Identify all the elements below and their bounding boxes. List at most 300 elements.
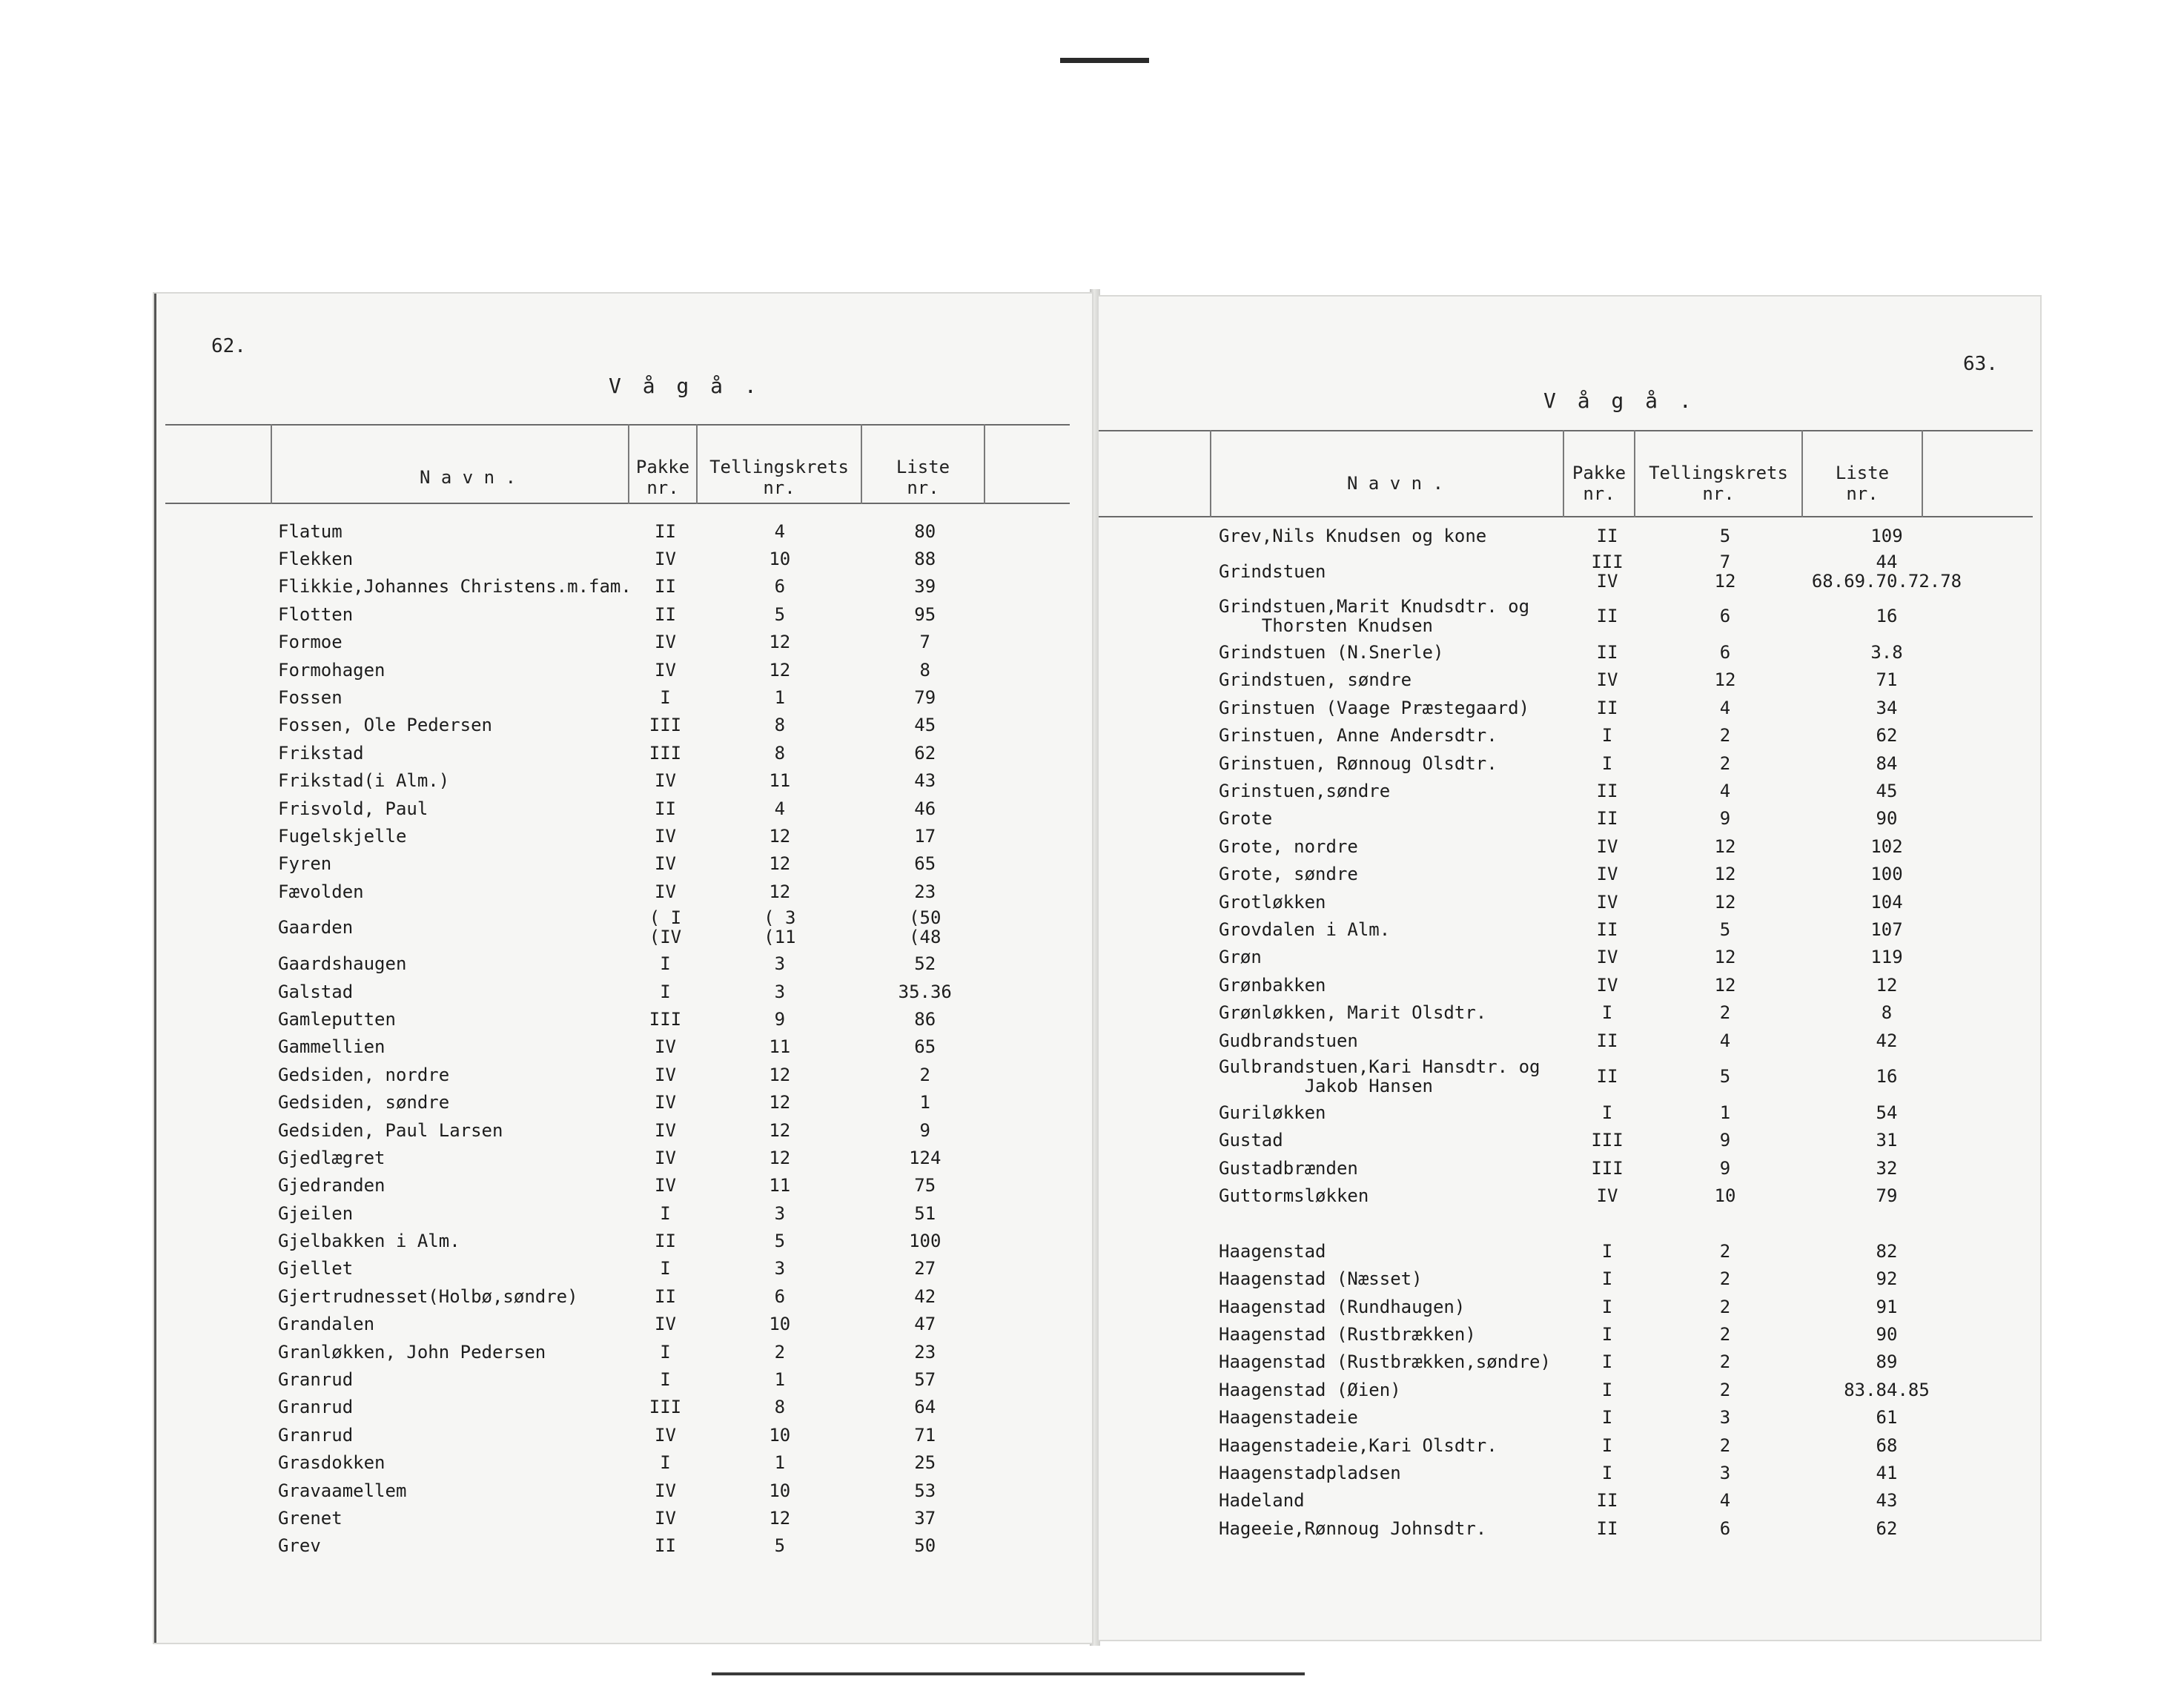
entry-name: Grenet: [278, 1507, 342, 1529]
table-row: [1219, 999, 1968, 1026]
entry-name: Grinstuen, Anne Andersdtr.: [1219, 725, 1498, 747]
entry-pakke: II: [1596, 1517, 1618, 1539]
entry-tellingskrets: 5: [1719, 1066, 1731, 1088]
entry-tellingskrets: 12: [1714, 891, 1736, 913]
entry-tellingskrets: 12: [769, 825, 791, 847]
entry-pakke: I: [1601, 752, 1613, 774]
entry-liste: 45: [1876, 781, 1898, 802]
entry-liste: 34: [1876, 697, 1898, 718]
entry-pakke: I: [1601, 725, 1613, 747]
entry-name: Grindstuen, søndre: [1219, 669, 1412, 691]
entry-pakke: II: [655, 520, 676, 542]
entry-liste: 32: [1876, 1157, 1898, 1179]
entry-tellingskrets: 2: [1719, 1268, 1731, 1290]
entry-tellingskrets: 2: [1719, 725, 1731, 747]
entry-pakke: II: [1596, 642, 1618, 663]
entry-liste: 88: [914, 549, 936, 570]
entry-name: Flekken: [278, 549, 354, 570]
entry-liste: 82: [1876, 1240, 1898, 1262]
entry-liste: 65: [914, 853, 936, 875]
entry-name: Formoe: [278, 632, 342, 653]
entry-pakke: I: [1601, 1324, 1613, 1345]
entry-pakke: II: [655, 1231, 676, 1252]
entry-liste: 124: [909, 1147, 941, 1168]
table-row: [1219, 549, 1968, 594]
entry-pakke: IV: [1596, 864, 1618, 885]
table-row: [1219, 1210, 1968, 1237]
header-tellingskrets: Tellingskrets nr.: [1649, 463, 1788, 504]
table-row: [278, 978, 990, 1005]
table-row: [278, 600, 990, 628]
entry-name: Gammellien: [278, 1036, 385, 1058]
entry-tellingskrets: 5: [774, 1231, 786, 1252]
table-row: [278, 1227, 990, 1254]
entry-name: Guttormsløkken: [1219, 1185, 1369, 1207]
column-divider: [984, 424, 985, 504]
entry-name: Fossen, Ole Pedersen: [278, 715, 492, 736]
entry-name: Haagenstadpladsen: [1219, 1463, 1401, 1484]
entry-tellingskrets: 4: [1719, 781, 1731, 802]
entry-pakke: I: [1601, 1463, 1613, 1484]
entry-pakke: I: [1601, 1102, 1613, 1123]
entry-liste: 1: [919, 1092, 930, 1113]
entry-tellingskrets: 12: [1714, 835, 1736, 857]
entry-name: Grandalen: [278, 1314, 375, 1335]
entry-pakke: IV: [1596, 669, 1618, 691]
table-row: [1219, 694, 1968, 721]
entry-tellingskrets: 10: [769, 549, 791, 570]
entry-name: Gjelbakken i Alm.: [278, 1231, 460, 1252]
table-row: [278, 1199, 990, 1227]
entry-pakke: ( I (IV: [649, 907, 682, 948]
entry-name: Grinstuen,søndre: [1219, 781, 1391, 802]
entry-pakke: IV: [655, 881, 676, 902]
entry-name: Hadeland: [1219, 1490, 1305, 1512]
entry-name: Granrud: [278, 1424, 354, 1446]
table-row: [1219, 1154, 1968, 1182]
entry-pakke: IV: [655, 1036, 676, 1058]
entry-name: Grev: [278, 1535, 321, 1557]
table-row: [278, 1449, 990, 1477]
entry-liste: 12: [1876, 974, 1898, 996]
entry-tellingskrets: 6: [1719, 606, 1731, 627]
column-divider: [1922, 430, 1923, 517]
entry-tellingskrets: 12: [1714, 669, 1736, 691]
entry-tellingskrets: 5: [774, 603, 786, 625]
entry-name: Gjeilen: [278, 1202, 354, 1224]
table-row: [1219, 749, 1968, 777]
table-row: [1219, 971, 1968, 999]
entry-liste: 80: [914, 520, 936, 542]
entry-pakke: I: [660, 1369, 671, 1391]
entry-tellingskrets: 2: [1719, 1240, 1731, 1262]
entry-pakke: II: [655, 1535, 676, 1557]
entry-tellingskrets: 4: [774, 520, 786, 542]
entry-tellingskrets: 12: [769, 881, 791, 902]
entry-name: Grasdokken: [278, 1452, 385, 1474]
entry-name: Gedsiden, søndre: [278, 1092, 450, 1113]
entry-pakke: IV: [655, 659, 676, 681]
page-title: V å g å .: [609, 374, 761, 398]
entry-name: Flatum: [278, 520, 342, 542]
entry-tellingskrets: 4: [1719, 697, 1731, 718]
entry-pakke: I: [1601, 1379, 1613, 1400]
entry-tellingskrets: 12: [769, 632, 791, 653]
table-row: [278, 1282, 990, 1310]
entry-tellingskrets: 11: [769, 770, 791, 792]
entry-liste: 95: [914, 603, 936, 625]
page-number: 62.: [211, 335, 246, 357]
entry-tellingskrets: 9: [1719, 808, 1731, 830]
entry-pakke: III: [649, 1397, 682, 1418]
entry-name: Gedsiden, Paul Larsen: [278, 1119, 503, 1141]
entry-name: Gjertrudnesset(Holbø,søndre): [278, 1285, 578, 1307]
table-row: [1219, 1376, 1968, 1403]
entry-liste: 46: [914, 798, 936, 819]
entry-pakke: III IV: [1591, 552, 1624, 592]
entry-tellingskrets: 6: [1719, 1517, 1731, 1539]
entry-liste: [1806, 1210, 1968, 1237]
table-row: [278, 905, 990, 950]
entry-name: Fossen: [278, 687, 342, 709]
entry-liste: 43: [1876, 1490, 1898, 1512]
entry-pakke: IV: [655, 853, 676, 875]
entry-liste: 23: [914, 881, 936, 902]
entry-liste: 2: [919, 1064, 930, 1085]
entry-liste: 9: [919, 1119, 930, 1141]
header-liste: Liste nr.: [896, 457, 950, 498]
entry-pakke: II: [1596, 808, 1618, 830]
table-row: [1219, 594, 1968, 638]
bottom-edge-mark: [712, 1672, 1305, 1675]
entry-name: Gedsiden, nordre: [278, 1064, 450, 1085]
entry-tellingskrets: 12: [769, 1147, 791, 1168]
entry-pakke: [1570, 1210, 1644, 1237]
entry-name: Granrud: [278, 1369, 354, 1391]
entry-liste: (50 (48: [909, 907, 941, 948]
entry-pakke: I: [660, 1452, 671, 1474]
table-row: [278, 545, 990, 572]
table-row: [278, 683, 990, 711]
entry-tellingskrets: 3: [774, 953, 786, 975]
entry-name: Gudbrandstuen: [1219, 1030, 1358, 1051]
table-row: [1219, 1348, 1968, 1376]
entry-name: Grotløkken: [1219, 891, 1326, 913]
entry-name: Haagenstad (Rustbrækken,søndre): [1219, 1351, 1551, 1373]
entry-name: Gjedlægret: [278, 1147, 385, 1168]
entry-pakke: I: [660, 981, 671, 1002]
table-row: [1219, 522, 1968, 549]
entry-pakke: III: [1591, 1157, 1624, 1179]
entry-name: Fyren: [278, 853, 332, 875]
entry-liste: 16: [1876, 1066, 1898, 1088]
entry-tellingskrets: 7 12: [1714, 552, 1736, 592]
entry-name: Grote, nordre: [1219, 835, 1358, 857]
entry-pakke: I: [1601, 1407, 1613, 1429]
entry-liste: 41: [1876, 1463, 1898, 1484]
entry-liste: 107: [1870, 918, 1903, 940]
entry-name: Formohagen: [278, 659, 385, 681]
entry-tellingskrets: 8: [774, 715, 786, 736]
entry-pakke: IV: [655, 1064, 676, 1085]
entry-pakke: II: [1596, 1030, 1618, 1051]
entry-pakke: II: [1596, 606, 1618, 627]
table-row: [1219, 666, 1968, 694]
entry-tellingskrets: 12: [1714, 864, 1736, 885]
entry-tellingskrets: 12: [769, 853, 791, 875]
entry-liste: 79: [914, 687, 936, 709]
entry-tellingskrets: 12: [769, 659, 791, 681]
table-row: [278, 878, 990, 905]
entry-name: Haagenstad: [1219, 1240, 1326, 1262]
entry-name: Grote: [1219, 808, 1273, 830]
table-row: [1219, 1515, 1968, 1542]
entry-liste: 109: [1870, 525, 1903, 546]
entry-liste: 71: [1876, 669, 1898, 691]
entry-pakke: IV: [655, 825, 676, 847]
table-row: [278, 1116, 990, 1144]
entry-tellingskrets: 2: [1719, 752, 1731, 774]
entry-name: Galstad: [278, 981, 354, 1002]
entry-pakke: IV: [655, 770, 676, 792]
entry-liste: 52: [914, 953, 936, 975]
entry-name: Haagenstadeie: [1219, 1407, 1358, 1429]
entry-tellingskrets: 2: [1719, 1324, 1731, 1345]
header-top-rule: [1099, 430, 2033, 431]
entry-pakke: IV: [655, 1175, 676, 1196]
entry-name: Granrud: [278, 1397, 354, 1418]
entry-tellingskrets: 3: [1719, 1463, 1731, 1484]
entry-name: Granløkken, John Pedersen: [278, 1341, 546, 1363]
entry-liste: 39: [914, 576, 936, 598]
entry-pakke: III: [1591, 1130, 1624, 1151]
entry-tellingskrets: 12: [769, 1119, 791, 1141]
table-row: [1219, 1027, 1968, 1054]
entry-pakke: II: [1596, 918, 1618, 940]
table-row: [1219, 1404, 1968, 1431]
entry-pakke: I: [660, 1202, 671, 1224]
entry-name: Gjellet: [278, 1258, 354, 1280]
entry-pakke: II: [655, 603, 676, 625]
entry-name: Fugelskjelle: [278, 825, 407, 847]
entry-name: [1219, 1210, 1570, 1237]
entry-pakke: II: [655, 798, 676, 819]
header-pakke: Pakke nr.: [635, 457, 690, 498]
entry-name: Haagenstad (Øien): [1219, 1379, 1401, 1400]
entry-tellingskrets: 11: [769, 1036, 791, 1058]
table-row: [278, 1033, 990, 1061]
entry-name: Haagenstad (Rundhaugen): [1219, 1296, 1466, 1317]
table-row: [1219, 1293, 1968, 1320]
table-row: [1219, 1237, 1968, 1265]
table-row: [278, 767, 990, 795]
entry-tellingskrets: 6: [774, 1285, 786, 1307]
entry-name: Haagenstad (Næsset): [1219, 1268, 1423, 1290]
entry-pakke: IV: [655, 1092, 676, 1113]
entry-tellingskrets: 10: [769, 1480, 791, 1501]
entry-pakke: I: [660, 1258, 671, 1280]
entry-pakke: IV: [655, 1314, 676, 1335]
entry-tellingskrets: 9: [774, 1008, 786, 1030]
entry-pakke: II: [1596, 697, 1618, 718]
header-bottom-rule: [1099, 516, 2033, 517]
entry-tellingskrets: 1: [774, 687, 786, 709]
header-top-rule: [165, 424, 1070, 426]
entry-pakke: I: [1601, 1002, 1613, 1024]
header-liste: Liste nr.: [1835, 463, 1890, 504]
entry-tellingskrets: 3: [774, 981, 786, 1002]
entry-name: Guriløkken: [1219, 1102, 1326, 1123]
table-row: [1219, 916, 1968, 943]
table-row: [278, 1394, 990, 1421]
entry-name: Grev,Nils Knudsen og kone: [1219, 525, 1487, 546]
entry-tellingskrets: 3: [774, 1202, 786, 1224]
table-row: [278, 1088, 990, 1116]
entry-liste: 90: [1876, 1324, 1898, 1345]
entry-tellingskrets: 2: [1719, 1434, 1731, 1456]
entry-name: Gamleputten: [278, 1008, 396, 1030]
entry-liste: 16: [1876, 606, 1898, 627]
entry-tellingskrets: 1: [774, 1452, 786, 1474]
entry-tellingskrets: 3: [774, 1258, 786, 1280]
entry-name: Frisvold, Paul: [278, 798, 428, 819]
table-row: [1219, 1459, 1968, 1486]
entry-liste: 51: [914, 1202, 936, 1224]
entry-pakke: I: [660, 1341, 671, 1363]
entry-liste: 86: [914, 1008, 936, 1030]
entry-liste: 61: [1876, 1407, 1898, 1429]
table-row: [278, 1338, 990, 1366]
entry-liste: 50: [914, 1535, 936, 1557]
entry-pakke: IV: [1596, 947, 1618, 968]
entry-name: Gravaamellem: [278, 1480, 407, 1501]
entry-liste: 35.36: [898, 981, 952, 1002]
column-divider: [1210, 430, 1211, 517]
entry-name: Grøn: [1219, 947, 1262, 968]
left-page: [154, 294, 1092, 1643]
entry-tellingskrets: 1: [774, 1369, 786, 1391]
entry-liste: 17: [914, 825, 936, 847]
entry-liste: 7: [919, 632, 930, 653]
entry-pakke: IV: [1596, 891, 1618, 913]
entry-pakke: IV: [655, 1480, 676, 1501]
entry-liste: 31: [1876, 1130, 1898, 1151]
entry-pakke: IV: [1596, 1185, 1618, 1207]
entry-name: Gaarden: [278, 917, 354, 939]
entry-liste: 68: [1876, 1434, 1898, 1456]
table-row: [1219, 833, 1968, 860]
entry-pakke: IV: [655, 1147, 676, 1168]
table-row: [278, 1504, 990, 1532]
entry-name: Flikkie,Johannes Christens.m.fam.: [278, 576, 632, 598]
table-row: [278, 822, 990, 850]
table-row: [1219, 1265, 1968, 1293]
entry-pakke: I: [1601, 1296, 1613, 1317]
table-row: [1219, 638, 1968, 666]
entry-tellingskrets: 10: [769, 1424, 791, 1446]
entry-pakke: I: [1601, 1434, 1613, 1456]
entry-tellingskrets: 12: [769, 1092, 791, 1113]
entry-pakke: IV: [655, 1424, 676, 1446]
table-row: [278, 950, 990, 977]
entry-tellingskrets: ( 3 (11: [764, 907, 796, 948]
table-row: [1219, 944, 1968, 971]
entry-pakke: IV: [655, 1507, 676, 1529]
entry-liste: 37: [914, 1507, 936, 1529]
entry-liste: 62: [914, 742, 936, 764]
entry-tellingskrets: 6: [1719, 642, 1731, 663]
entry-pakke: IV: [1596, 974, 1618, 996]
entry-pakke: III: [649, 742, 682, 764]
table-row: [278, 712, 990, 739]
entry-tellingskrets: 10: [1714, 1185, 1736, 1207]
entry-tellingskrets: 4: [1719, 1490, 1731, 1512]
entry-pakke: II: [1596, 1490, 1618, 1512]
entry-liste: 92: [1876, 1268, 1898, 1290]
entry-pakke: II: [655, 1285, 676, 1307]
entry-liste: 71: [914, 1424, 936, 1446]
entry-liste: 3.8: [1870, 642, 1903, 663]
entry-tellingskrets: 12: [769, 1507, 791, 1529]
entries-table: [278, 517, 990, 1560]
column-divider: [271, 424, 272, 504]
entry-pakke: I: [1601, 1351, 1613, 1373]
entry-pakke: IV: [1596, 835, 1618, 857]
table-row: [1219, 861, 1968, 888]
header-name: N a v n .: [1346, 473, 1444, 494]
entry-name: Frikstad: [278, 742, 364, 764]
page-number: 63.: [1963, 353, 1998, 375]
header-name: N a v n .: [419, 467, 517, 488]
table-row: [278, 1255, 990, 1282]
header-tellingskrets: Tellingskrets nr.: [709, 457, 849, 498]
entry-liste: 75: [914, 1175, 936, 1196]
entry-tellingskrets: 1: [1719, 1102, 1731, 1123]
entry-name: Grindstuen,Marit Knudsdtr. og Thorsten Knudsen: [1219, 596, 1530, 637]
entry-pakke: I: [1601, 1268, 1613, 1290]
entry-tellingskrets: 2: [1719, 1296, 1731, 1317]
table-row: [278, 656, 990, 683]
entry-tellingskrets: 4: [774, 798, 786, 819]
entry-liste: 47: [914, 1314, 936, 1335]
entry-liste: 53: [914, 1480, 936, 1501]
entry-liste: 8: [919, 659, 930, 681]
entry-name: Haagenstadeie,Kari Olsdtr.: [1219, 1434, 1498, 1456]
entry-liste: 104: [1870, 891, 1903, 913]
entry-liste: 43: [914, 770, 936, 792]
table-row: [1219, 888, 1968, 916]
entry-name: Grovdalen i Alm.: [1219, 918, 1391, 940]
entry-pakke: I: [660, 687, 671, 709]
table-row: [278, 629, 990, 656]
entry-name: Gustadbrænden: [1219, 1157, 1358, 1179]
entry-name: Grønbakken: [1219, 974, 1326, 996]
entry-pakke: III: [649, 715, 682, 736]
entry-tellingskrets: 2: [774, 1341, 786, 1363]
entry-tellingskrets: 5: [1719, 525, 1731, 546]
table-row: [278, 1532, 990, 1560]
entry-tellingskrets: [1644, 1210, 1806, 1237]
entry-liste: 79: [1876, 1185, 1898, 1207]
entry-liste: 83.84.85: [1844, 1379, 1930, 1400]
entries-table: [1219, 522, 1968, 1543]
entry-liste: 42: [914, 1285, 936, 1307]
entry-pakke: II: [1596, 1066, 1618, 1088]
entry-liste: 8: [1881, 1002, 1893, 1024]
entry-name: Grindstuen (N.Snerle): [1219, 642, 1444, 663]
entry-liste: 45: [914, 715, 936, 736]
entry-tellingskrets: 5: [1719, 918, 1731, 940]
